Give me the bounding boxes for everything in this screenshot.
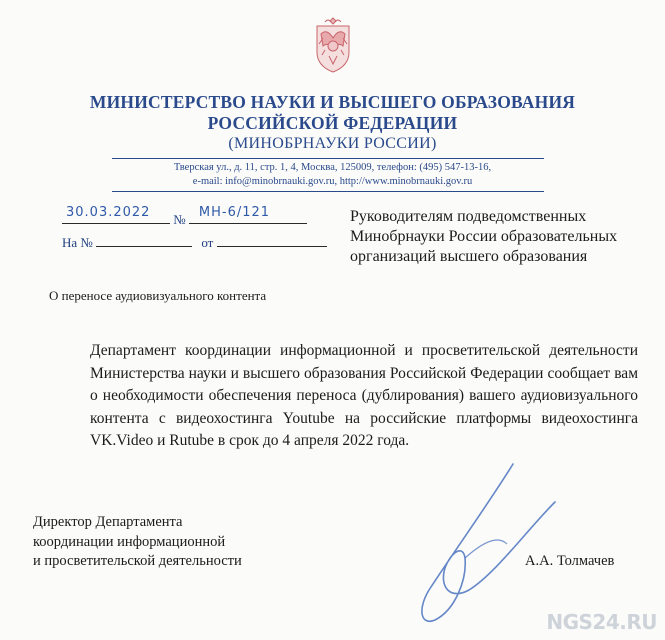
ministry-name-line1: МИНИСТЕРСТВО НАУКИ И ВЫСШЕГО ОБРАЗОВАНИЯ <box>89 92 576 112</box>
number-label: № <box>173 212 186 227</box>
reference-reply-row <box>62 234 327 251</box>
header-top-rule <box>112 158 544 159</box>
reply-date-field <box>217 234 327 247</box>
reply-number-field <box>96 234 192 247</box>
handwritten-number: МН-6/121 <box>198 205 271 220</box>
signer-name: А.А. Толмачев <box>525 553 615 569</box>
recipient-line2: Минобрнауки России образовательных <box>350 228 618 245</box>
from-label: от <box>201 235 214 250</box>
ministry-name-line2: РОССИЙСКОЙ ФЕДЕРАЦИИ <box>207 113 458 133</box>
ministry-short-name: (МИНОБРНАУКИ РОССИИ) <box>228 135 437 152</box>
signer-title-line2: координации информационной <box>33 533 226 550</box>
signer-title-line3: и просветительской деятельности <box>33 553 242 569</box>
address-line2: e-mail: info@minobrnauki.gov.ru, http://www.minobrnauki.gov.ru <box>192 176 473 187</box>
signer-title-line1: Директор Департамента <box>33 514 183 530</box>
coat-of-arms-icon <box>311 12 355 74</box>
recipient-block <box>350 207 650 267</box>
reference-date-row <box>62 205 307 228</box>
number-field <box>189 205 307 224</box>
header-bottom-rule <box>112 191 544 192</box>
reply-label: На № <box>62 235 93 250</box>
signature-block <box>33 513 242 572</box>
letter-subject: О переносе аудиовизуального контента <box>49 288 267 303</box>
watermark: NGS24.RU <box>546 610 657 634</box>
recipient-line3: организаций высшего образования <box>350 248 588 265</box>
recipient-line1: Руководителям подведомственных <box>350 208 587 225</box>
handwritten-date: 30.03.2022 <box>66 205 151 220</box>
date-field <box>62 205 170 224</box>
letter-body: Департамент координации информационной и просветительской деятельности Министерства науки и высшего образования Российской Федерации сообщает вам о необходимости обеспечения переноса (дублирования) вашего аудиовизуального контента с видеохостинга Youtube на российские платформы видеохостинга VK.Video и Rutube в срок до 4 апреля 2022 года. <box>90 342 638 449</box>
address-line1: Тверская ул., д. 11, стр. 1, 4, Москва, 125009, телефон: (495) 547-13-16, <box>173 162 492 173</box>
